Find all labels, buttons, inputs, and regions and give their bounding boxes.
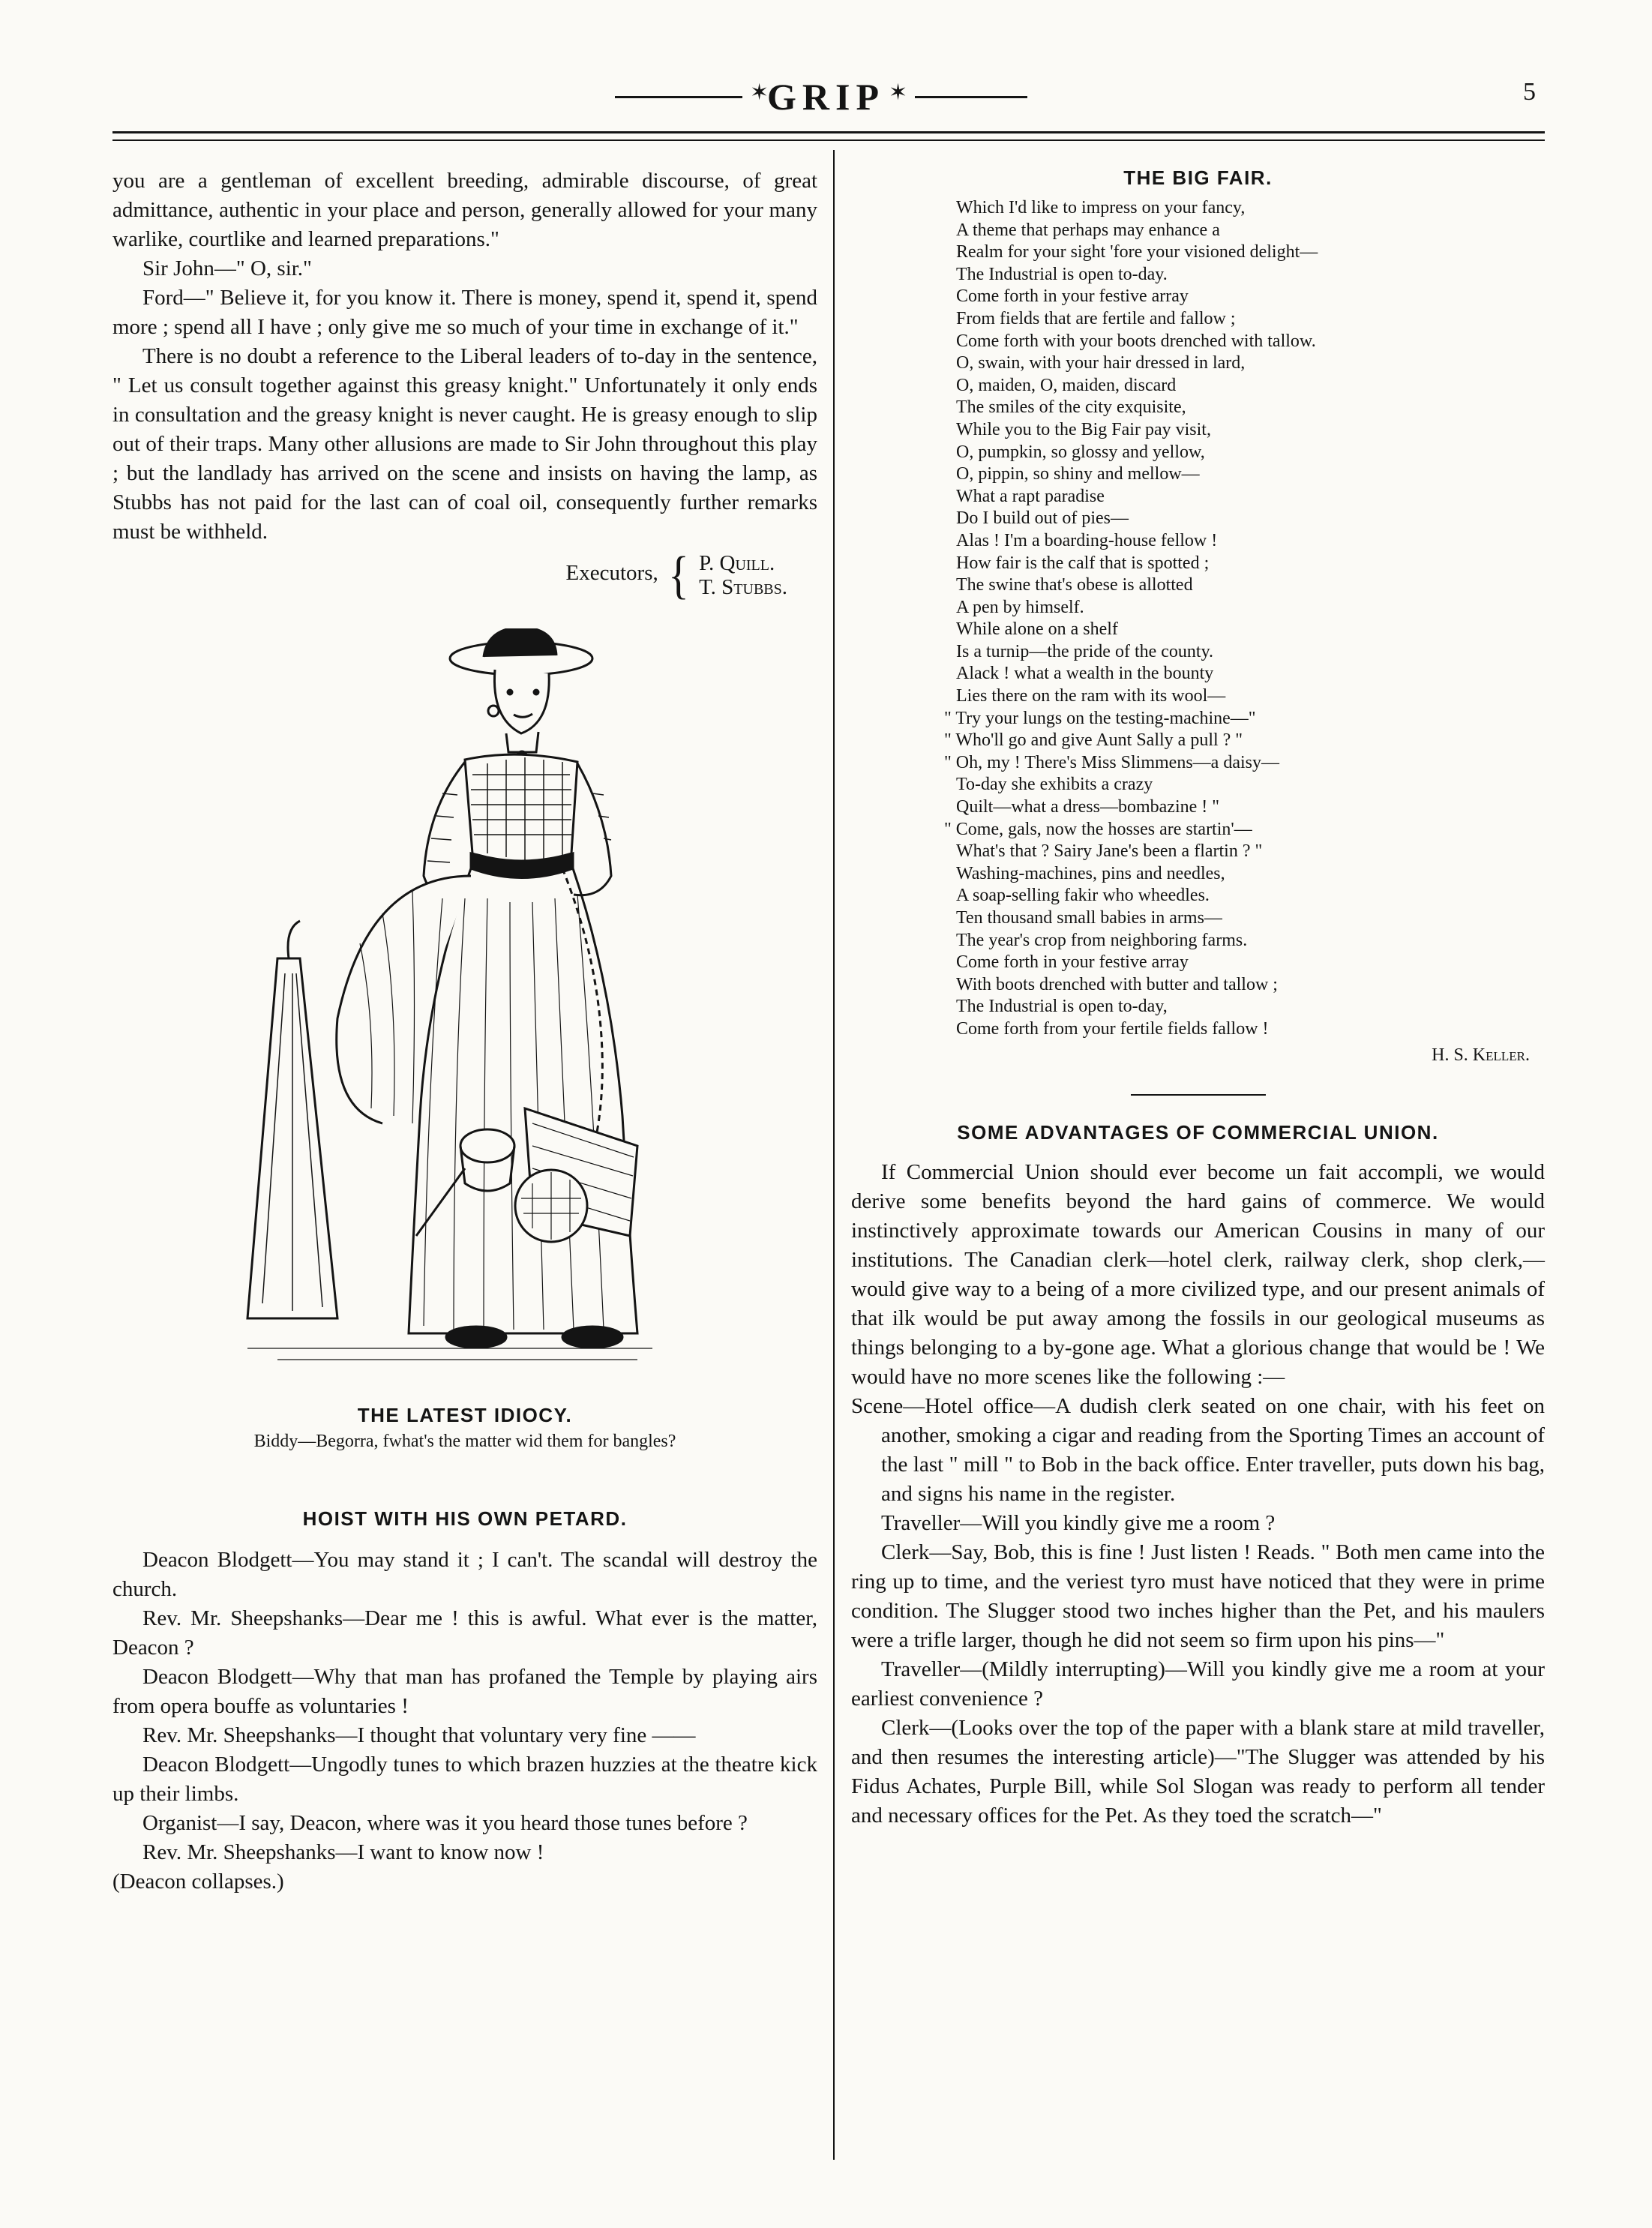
- poem-line: Alack ! what a wealth in the bounty: [956, 664, 1214, 684]
- dialogue-line: Rev. Mr. Sheepshanks—Dear me ! this is awful. What ever is the matter, Deacon ?: [112, 1606, 817, 1660]
- poem-line: What a rapt paradise: [956, 486, 1105, 506]
- woman-with-bustle-drawing: [112, 628, 817, 1393]
- poem-title: THE BIG FAIR.: [1123, 166, 1273, 189]
- executors-label: Executors,: [565, 561, 658, 586]
- poem-line: Which I'd like to impress on your fancy,: [956, 198, 1246, 217]
- poem-line: Lies there on the ram with its wool—: [956, 686, 1226, 706]
- dialogue-line: Organist—I say, Deacon, where was it you heard those tunes before ?: [142, 1811, 748, 1835]
- poem-line: " Who'll go and give Aunt Sally a pull ? ": [944, 730, 1243, 751]
- poem-line: The Industrial is open to-day.: [956, 264, 1168, 284]
- poem-line: The swine that's obese is allotted: [956, 575, 1193, 595]
- dialogue-line: Rev. Mr. Sheepshanks—I want to know now !: [142, 1840, 544, 1864]
- poem-author: H. S. Keller.: [1432, 1045, 1530, 1065]
- header-rule-top: [112, 131, 1545, 133]
- masthead: [0, 75, 1652, 120]
- header-rule-bottom: [112, 139, 1545, 141]
- poem-line: While you to the Big Fair pay visit,: [956, 419, 1211, 439]
- poem-line: O, swain, with your hair dressed in lard,: [956, 353, 1246, 373]
- poem-line: Alas ! I'm a boarding-house fellow !: [956, 530, 1218, 550]
- star-ornament-right: ✶: [889, 80, 908, 105]
- cartoon-illustration: [112, 628, 817, 1393]
- left-column: [112, 166, 817, 1897]
- article-dialogue: [851, 1509, 1545, 1831]
- article-body: [112, 1546, 817, 1897]
- poem-line: O, pippin, so shiny and mellow—: [956, 464, 1200, 484]
- poem-line: From fields that are fertile and fallow ;: [956, 308, 1236, 328]
- poem-line: O, pumpkin, so glossy and yellow,: [956, 442, 1205, 462]
- executor-name: T. Stubbs.: [699, 574, 787, 599]
- poem-line: Realm for your sight 'fore your visioned delight—: [956, 242, 1318, 262]
- article-title: HOIST WITH HIS OWN PETARD.: [302, 1507, 628, 1530]
- poem-line: " Try your lungs on the testing-machine—": [944, 708, 1256, 728]
- poem-body: [944, 197, 1545, 1041]
- paragraph: Ford—" Believe it, for you know it. There is money, spend it, spend it, spend more ; spend all I have ; only give me so much of your time in exchange of it.": [112, 286, 817, 339]
- masthead-rule-right: [915, 96, 1027, 98]
- dialogue-line: Deacon Blodgett—Ungodly tunes to which brazen huzzies at the theatre kick up their limbs.: [112, 1753, 817, 1806]
- dialogue-line: Clerk—Say, Bob, this is fine ! Just listen ! Reads. " Both men came into the ring up to time, and the veriest tyro must have noticed that they were in prime condition. The Slugger stood two inches higher than the Pet, and his maulers were a trifle larger, though he did not seem so firm upon his pins—": [851, 1540, 1545, 1652]
- poem-line: A pen by himself.: [956, 597, 1084, 617]
- poem-line: Ten thousand small babies in arms—: [956, 908, 1222, 928]
- poem-line: Washing-machines, pins and needles,: [956, 863, 1225, 883]
- poem-line: Come forth in your festive array: [956, 286, 1189, 307]
- section-rule: [1131, 1094, 1266, 1096]
- right-column: [851, 166, 1545, 1831]
- poem-line: Is a turnip—the pride of the county.: [956, 641, 1214, 661]
- continued-article: [112, 166, 817, 547]
- brace-glyph: {: [668, 545, 689, 604]
- executor-name: P. Quill.: [699, 550, 775, 575]
- paragraph: Sir John—" O, sir.": [142, 256, 312, 280]
- poem-line: The smiles of the city exquisite,: [956, 397, 1186, 418]
- dialogue-line: Traveller—Will you kindly give me a room ?: [881, 1510, 1276, 1535]
- executors-signature: [112, 545, 787, 604]
- star-ornament-left: ✶: [750, 80, 769, 105]
- cartoon-caption: Biddy—Begorra, fwhat's the matter wid them for bangles?: [253, 1432, 676, 1451]
- poem-line: Do I build out of pies—: [956, 508, 1129, 529]
- poem-line: A soap-selling fakir who wheedles.: [956, 886, 1210, 906]
- paragraph: There is no doubt a reference to the Liberal leaders of to-day in the sentence, " Let us consult together against this greasy knight." Unfortunately it only ends in consultation and the greasy knight is never caught. He is greasy enough to slip out of their traps. Many other allusions are made to Sir John throughout this play ; but the landlady has arrived on the scene and insists on having the lamp, as Stubbs has not paid for the last can of coal oil, consequently further remarks must be withheld.: [112, 344, 817, 544]
- poem-line: Quilt—what a dress—bombazine ! ": [956, 797, 1220, 817]
- scene-paragraph: Scene—Hotel office—A dudish clerk seated on one chair, with his feet on another, smoking a cigar and reading from the Sporting Times an account of the last " mill " to Bob in the back office. Enter traveller, puts down his bag, and signs his name in the register.: [851, 1393, 1545, 1506]
- poem-line: The year's crop from neighboring farms.: [956, 930, 1248, 950]
- poem-line: Come forth in your festive array: [956, 952, 1189, 973]
- cartoon-title: THE LATEST IDIOCY.: [357, 1404, 573, 1426]
- dialogue-line: Rev. Mr. Sheepshanks—I thought that voluntary very fine ——: [142, 1723, 696, 1747]
- poem-line: With boots drenched with butter and tallow ;: [956, 974, 1278, 994]
- poem-line: While alone on a shelf: [956, 619, 1118, 640]
- article-body: [851, 1158, 1545, 1392]
- dialogue-line: Clerk—(Looks over the top of the paper with a blank stare at mild traveller, and then resumes the interesting article)—"The Slugger was attended by his Fidus Achates, Purple Bill, while Sol Slogan was ready to perform all tender and necessary offices for the Pet. As they toed the scratch—": [851, 1715, 1545, 1828]
- poem-line: To-day she exhibits a crazy: [956, 775, 1153, 795]
- column-divider: [833, 150, 835, 2160]
- scene-setting: [851, 1392, 1545, 1509]
- poem-line: How fair is the calf that is spotted ;: [956, 553, 1210, 573]
- intro-paragraph: If Commercial Union should ever become un fait accompli, we would derive some benefits beyond the hard gains of commerce. We would instinctively approximate towards our American Cousins in many of our institutions. The Canadian clerk—hotel clerk, railway clerk, shop clerk,—would give way to a being of a more civilized type, and our present animals of that ilk would be put away among the fossils in our geological museums as things belonging to a by-gone age. What a glorious change that would be ! We would have no more scenes like the following :—: [851, 1159, 1545, 1389]
- poem-line: " Come, gals, now the hosses are startin'—: [944, 819, 1252, 839]
- paragraph: you are a gentleman of excellent breeding, admirable discourse, of great admittance, authentic in your place and person, generally allowed for your many warlike, courtlike and learned preparations.": [112, 169, 817, 251]
- page-number: 5: [1523, 78, 1536, 106]
- poem-line: What's that ? Sairy Jane's been a flartin ? ": [956, 841, 1263, 862]
- poem-line: Come forth with your boots drenched with tallow.: [956, 331, 1316, 351]
- article-title: SOME ADVANTAGES OF COMMERCIAL UNION.: [957, 1120, 1439, 1144]
- dialogue-line: Deacon Blodgett—Why that man has profaned the Temple by playing airs from opera bouffe as voluntaries !: [112, 1665, 817, 1718]
- dialogue-line: Deacon Blodgett—You may stand it ; I can't. The scandal will destroy the church.: [112, 1548, 817, 1601]
- stage-direction: (Deacon collapses.): [112, 1870, 284, 1894]
- masthead-title: GRIP: [767, 76, 885, 118]
- poem-line: Come forth from your fertile fields fallow !: [956, 1018, 1269, 1039]
- poem-line: A theme that perhaps may enhance a: [956, 220, 1220, 240]
- poem-line: O, maiden, O, maiden, discard: [956, 375, 1177, 395]
- poem-line: " Oh, my ! There's Miss Slimmens—a daisy—: [944, 752, 1279, 772]
- poem-line: The Industrial is open to-day,: [956, 997, 1168, 1017]
- executor-names: [699, 551, 787, 599]
- dialogue-line: Traveller—(Mildly interrupting)—Will you kindly give me a room at your earliest convenience ?: [851, 1657, 1545, 1711]
